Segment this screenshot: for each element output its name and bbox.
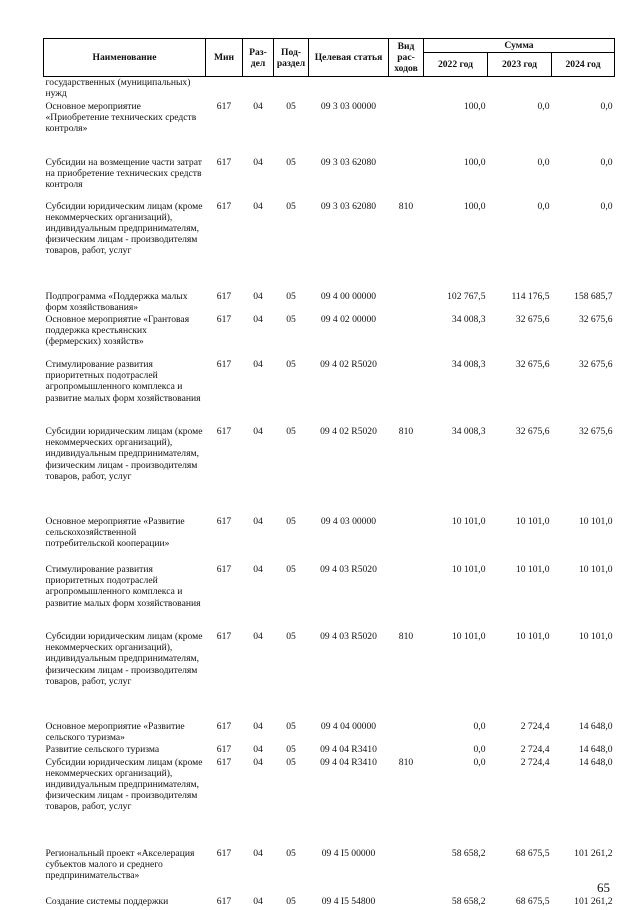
table-row (44, 77, 615, 101)
cell-name: Субсидии на возмещение части затрат на приобретение технических средств контроля (45, 156, 202, 190)
cell-prz: 05 (286, 744, 296, 756)
cell-min: 617 (216, 847, 232, 859)
cell-y1: 34 008,3 (451, 313, 486, 325)
cell-rz: 04 (253, 313, 263, 325)
cell-y3: 158 685,7 (574, 290, 613, 302)
cell-name: Создание системы поддержки (45, 895, 169, 907)
cell-y1: 100,0 (463, 156, 486, 168)
cell-vr (389, 359, 424, 426)
cell-y1 (424, 77, 488, 101)
cell-name: государственных (муниципальных) нужд (45, 77, 191, 100)
header-name: Наименование (44, 39, 206, 77)
cell-y1: 0,0 (473, 744, 486, 756)
budget-table (43, 38, 615, 910)
cell-cs: 09 4 I5 00000 (321, 847, 376, 859)
cell-cs (309, 77, 389, 101)
cell-y3: 10 101,0 (578, 563, 613, 575)
cell-y1: 58 658,2 (451, 847, 486, 859)
cell-y2: 2 724,4 (520, 720, 550, 732)
cell-y1: 0,0 (473, 756, 486, 768)
cell-rz: 04 (253, 895, 263, 907)
cell-min: 617 (216, 720, 232, 732)
cell-prz (274, 77, 309, 101)
cell-prz: 05 (286, 756, 296, 768)
cell-y2: 32 675,6 (515, 313, 550, 325)
cell-min: 617 (216, 425, 232, 437)
cell-rz: 04 (253, 756, 263, 768)
cell-y2: 0,0 (537, 156, 550, 168)
table-row (44, 201, 615, 291)
cell-name: Региональный проект «Акселерация субъектов малого и среднего предпринимательства» (45, 847, 195, 881)
cell-rz (243, 77, 274, 101)
cell-min: 617 (216, 563, 232, 575)
cell-prz: 05 (286, 200, 296, 212)
cell-name: Субсидии юридическим лицам (кроме некоммерческих организаций), индивидуальным предпринимателям, физическим лицам - производителям товаров, работ, услуг (45, 200, 203, 257)
cell-prz: 05 (286, 515, 296, 527)
cell-vr: 810 (398, 425, 414, 437)
cell-min: 617 (216, 895, 232, 907)
cell-y1: 10 101,0 (451, 630, 486, 642)
cell-y3: 101 261,2 (574, 895, 613, 907)
cell-name: Основное мероприятие «Развитие сельского туризма» (45, 720, 185, 744)
cell-y3: 0,0 (600, 200, 613, 212)
cell-rz: 04 (253, 630, 263, 642)
cell-cs: 09 4 02 R5020 (320, 358, 377, 370)
table-row (44, 848, 615, 896)
cell-cs: 09 4 04 R3410 (320, 756, 377, 768)
cell-min: 617 (216, 515, 232, 527)
cell-prz: 05 (286, 630, 296, 642)
cell-vr (389, 101, 424, 157)
cell-rz: 04 (253, 200, 263, 212)
cell-prz: 05 (286, 290, 296, 302)
cell-rz: 04 (253, 358, 263, 370)
cell-cs: 09 4 02 R5020 (320, 425, 377, 437)
table-row (44, 314, 615, 359)
cell-rz: 04 (253, 744, 263, 756)
header-sum: Сумма (424, 39, 615, 53)
cell-name: Стимулирование развития приоритетных подотраслей агропромышленного комплекса и развитие малых форм хозяйствования (45, 563, 201, 609)
cell-y3: 14 648,0 (578, 756, 613, 768)
cell-vr (389, 157, 424, 201)
cell-name: Основное мероприятие «Развитие сельскохозяйственной потребительской кооперации» (45, 515, 185, 550)
cell-prz: 05 (286, 100, 296, 112)
cell-name: Субсидии юридическим лицам (кроме некоммерческих организаций), индивидуальным предпринимателям, физическим лицам - производителям товаров, работ, услуг (45, 630, 203, 687)
cell-cs: 09 4 03 00000 (320, 515, 377, 527)
cell-name: Субсидии юридическим лицам (кроме некоммерческих организаций), индивидуальным предпринимателям, физическим лицам - производителям товаров, работ, услуг (45, 756, 203, 813)
cell-y1: 100,0 (463, 200, 486, 212)
cell-vr (389, 291, 424, 314)
cell-cs: 09 4 I5 54800 (321, 895, 376, 907)
cell-min (206, 77, 243, 101)
cell-vr: 810 (398, 630, 414, 642)
cell-min: 617 (216, 756, 232, 768)
cell-prz: 05 (286, 895, 296, 907)
cell-rz: 04 (253, 290, 263, 302)
cell-y1: 100,0 (463, 100, 486, 112)
cell-vr (389, 314, 424, 359)
table-row (44, 291, 615, 314)
cell-y1: 34 008,3 (451, 358, 486, 370)
cell-min: 617 (216, 313, 232, 325)
cell-cs: 09 3 03 00000 (320, 100, 377, 112)
cell-y2: 32 675,6 (515, 425, 550, 437)
table-row (44, 896, 615, 910)
cell-name: Основное мероприятие «Грантовая поддержка крестьянских (фермерских) хозяйств» (45, 313, 190, 348)
cell-name: Подпрограмма «Поддержка малых форм хозяйствования» (45, 290, 188, 313)
table-row (44, 631, 615, 721)
table-row (44, 564, 615, 631)
cell-vr (389, 77, 424, 101)
cell-rz: 04 (253, 847, 263, 859)
header-target-article: Целевая статья (309, 39, 389, 77)
cell-y3: 32 675,6 (578, 425, 613, 437)
cell-y3: 0,0 (600, 156, 613, 168)
cell-prz: 05 (286, 720, 296, 732)
cell-y3: 101 261,2 (574, 847, 613, 859)
cell-cs: 09 3 03 62080 (320, 156, 377, 168)
cell-rz: 04 (253, 100, 263, 112)
cell-y3: 32 675,6 (578, 313, 613, 325)
cell-y2: 10 101,0 (515, 563, 550, 575)
cell-min: 617 (216, 630, 232, 642)
cell-y1: 102 767,5 (447, 290, 486, 302)
cell-y1: 10 101,0 (451, 515, 486, 527)
table-row (44, 744, 615, 756)
cell-cs: 09 3 03 62080 (320, 200, 377, 212)
cell-cs: 09 4 04 00000 (320, 720, 377, 732)
cell-vr (389, 744, 424, 756)
cell-y2: 68 675,5 (515, 847, 550, 859)
header-min: Мин (206, 39, 243, 77)
cell-y2: 32 675,6 (515, 358, 550, 370)
cell-y1: 58 658,2 (451, 895, 486, 907)
cell-vr (389, 848, 424, 896)
cell-cs: 09 4 03 R5020 (320, 630, 377, 642)
cell-cs: 09 4 02 00000 (320, 313, 377, 325)
cell-y3: 10 101,0 (578, 515, 613, 527)
header-year-2022: 2022 год (424, 53, 488, 77)
cell-rz: 04 (253, 563, 263, 575)
table-row (44, 721, 615, 744)
cell-name: Субсидии юридическим лицам (кроме некоммерческих организаций), индивидуальным предпринимателям, физическим лицам - производителям товаров, работ, услуг (45, 425, 203, 482)
cell-rz: 04 (253, 515, 263, 527)
cell-prz: 05 (286, 313, 296, 325)
table-row (44, 101, 615, 157)
cell-rz: 04 (253, 156, 263, 168)
cell-y2: 0,0 (537, 100, 550, 112)
cell-prz: 05 (286, 563, 296, 575)
cell-min: 617 (216, 156, 232, 168)
cell-name: Основное мероприятие «Приобретение технических средств контроля» (45, 100, 197, 134)
cell-y3: 14 648,0 (578, 720, 613, 732)
cell-y1: 0,0 (473, 720, 486, 732)
cell-y3: 0,0 (600, 100, 613, 112)
cell-prz: 05 (286, 156, 296, 168)
cell-vr: 810 (398, 756, 414, 768)
cell-y2: 68 675,5 (515, 895, 550, 907)
cell-vr (389, 564, 424, 631)
cell-y1: 34 008,3 (451, 425, 486, 437)
cell-min: 617 (216, 100, 232, 112)
cell-y3 (552, 77, 615, 101)
cell-prz: 05 (286, 358, 296, 370)
cell-y2: 10 101,0 (515, 630, 550, 642)
cell-cs: 09 4 04 R3410 (320, 744, 377, 756)
cell-rz: 04 (253, 720, 263, 732)
cell-min: 617 (216, 358, 232, 370)
header-year-2023: 2023 год (488, 53, 552, 77)
table-row (44, 157, 615, 201)
cell-min: 617 (216, 290, 232, 302)
header-podrazdel: Под-раздел (274, 39, 309, 77)
cell-cs: 09 4 03 R5020 (320, 563, 377, 575)
page-number: 65 (597, 880, 610, 895)
table-row (44, 757, 615, 848)
cell-y3: 10 101,0 (578, 630, 613, 642)
cell-prz: 05 (286, 847, 296, 859)
cell-name: Стимулирование развития приоритетных подотраслей агропромышленного комплекса и развитие малых форм хозяйствования (45, 358, 201, 404)
table-body (44, 77, 615, 910)
cell-vr (389, 721, 424, 744)
cell-vr: 810 (398, 200, 414, 212)
header-expense-type: Вид рас-ходов (389, 39, 424, 77)
cell-y1: 10 101,0 (451, 563, 486, 575)
cell-vr (389, 896, 424, 910)
cell-rz: 04 (253, 425, 263, 437)
cell-min: 617 (216, 200, 232, 212)
header-razdel: Раз-дел (243, 39, 274, 77)
cell-vr (389, 516, 424, 564)
table-header (44, 39, 615, 77)
cell-y2: 2 724,4 (520, 756, 550, 768)
header-year-2024: 2024 год (552, 53, 615, 77)
cell-y2 (488, 77, 552, 101)
cell-name: Развитие сельского туризма (45, 744, 160, 756)
cell-min: 617 (216, 744, 232, 756)
table-row (44, 359, 615, 426)
cell-y3: 14 648,0 (578, 744, 613, 756)
cell-cs: 09 4 00 00000 (320, 290, 377, 302)
cell-y2: 2 724,4 (520, 744, 550, 756)
cell-y3: 32 675,6 (578, 358, 613, 370)
table-row (44, 426, 615, 516)
cell-y2: 0,0 (537, 200, 550, 212)
table-row (44, 516, 615, 564)
cell-y2: 114 176,5 (511, 290, 550, 302)
cell-prz: 05 (286, 425, 296, 437)
cell-y2: 10 101,0 (515, 515, 550, 527)
